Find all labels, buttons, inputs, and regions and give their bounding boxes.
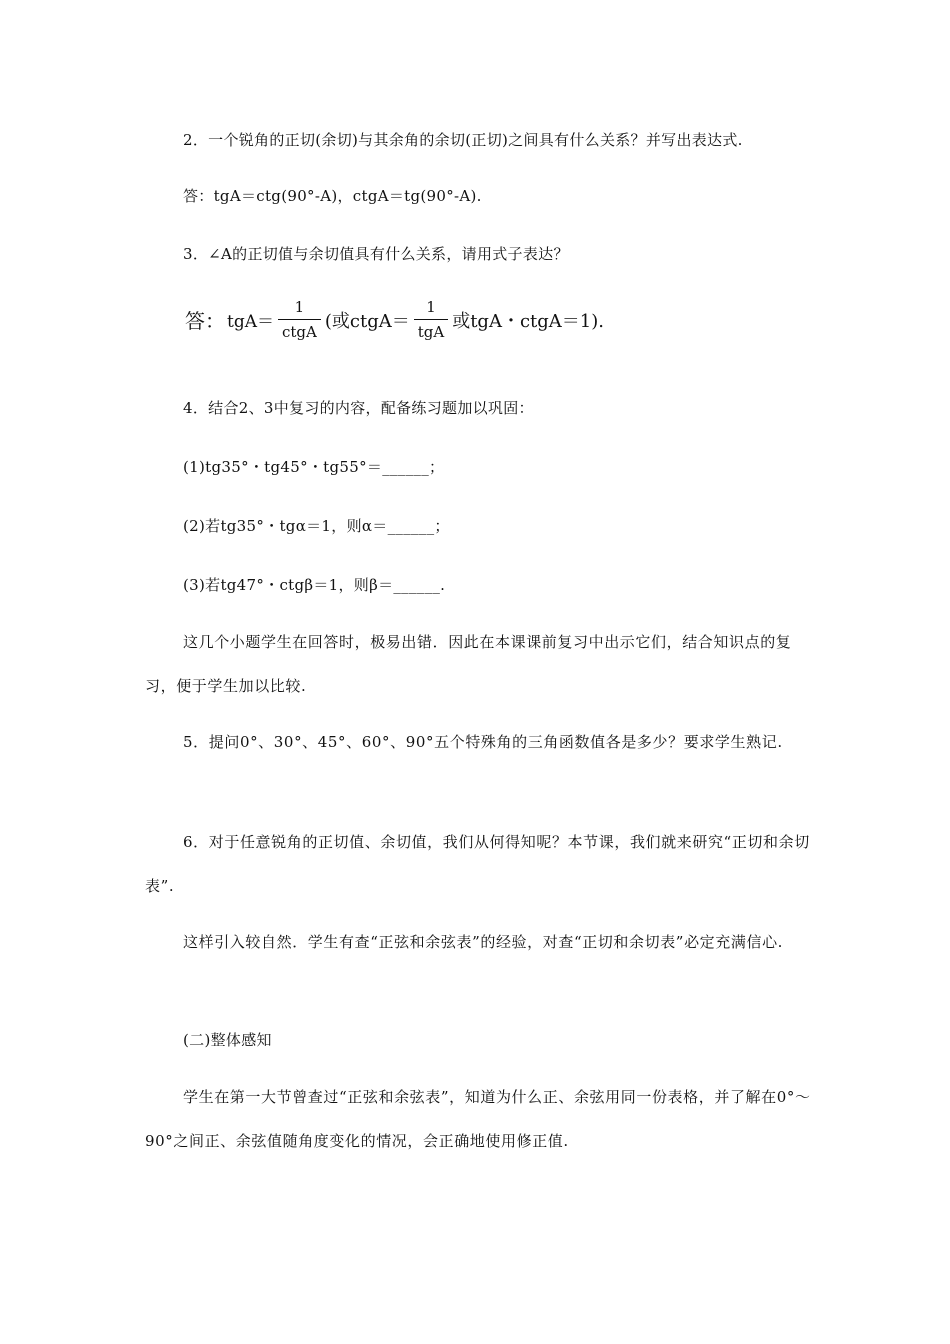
question-2-text: 2．一个锐角的正切(余切)与其余角的余切(正切)之间具有什么关系？并写出表达式. bbox=[183, 131, 743, 149]
fraction-1-denominator: ctgA bbox=[282, 323, 317, 341]
exercise-item-2: (2)若tg35°・tgα＝1，则α＝______； bbox=[183, 517, 450, 535]
exercise-item-1: (1)tg35°・tg45°・tg55°＝______； bbox=[183, 458, 445, 476]
question-4-note: 这几个小题学生在回答时，极易出错．因此在本课课前复习中出示它们，结合知识点的复习，便于学生加以比较. bbox=[145, 633, 792, 695]
question-5-text: 5．提问0°、30°、45°、60°、90°五个特殊角的三角函数值各是多少？要求学生熟记. bbox=[183, 733, 783, 751]
fraction-1-numerator: 1 bbox=[294, 298, 305, 316]
answer-label: 答： bbox=[185, 309, 225, 333]
formula-part-2: (或ctgA＝ bbox=[324, 310, 410, 332]
fraction-2-numerator: 1 bbox=[426, 298, 436, 316]
formula-part-1: tgA＝ bbox=[227, 312, 274, 332]
fraction-2-denominator: tgA bbox=[417, 323, 445, 341]
section-heading: (二)整体感知 bbox=[183, 1031, 272, 1049]
exercise-item-3: (3)若tg47°・ctgβ＝1，则β＝______. bbox=[183, 576, 446, 594]
section-body: 学生在第一大节曾查过“正弦和余弦表”，知道为什么正、余弦用同一份表格，并了解在0°～90°之间正、余弦值随角度变化的情况，会正确地使用修正值. bbox=[145, 1088, 811, 1150]
formula-part-3: 或tgA・ctgA＝1). bbox=[452, 310, 604, 332]
question-4-text: 4．结合2、3中复习的内容，配备练习题加以巩固： bbox=[183, 399, 534, 417]
question-3-answer-formula bbox=[185, 298, 604, 341]
fraction-2 bbox=[414, 298, 448, 341]
fraction-1 bbox=[278, 298, 321, 341]
question-2-answer: 答：tgA＝ctg(90°-A)，ctgA＝tg(90°-A). bbox=[183, 187, 482, 205]
question-3-text: 3．∠A的正切值与余切值具有什么关系，请用式子表达？ bbox=[183, 245, 569, 263]
question-6-text: 6．对于任意锐角的正切值、余切值，我们从何得知呢？本节课，我们就来研究“正切和余切表”. bbox=[145, 833, 810, 895]
question-6-note: 这样引入较自然．学生有查“正弦和余弦表”的经验，对查“正切和余切表”必定充满信心. bbox=[183, 933, 784, 951]
